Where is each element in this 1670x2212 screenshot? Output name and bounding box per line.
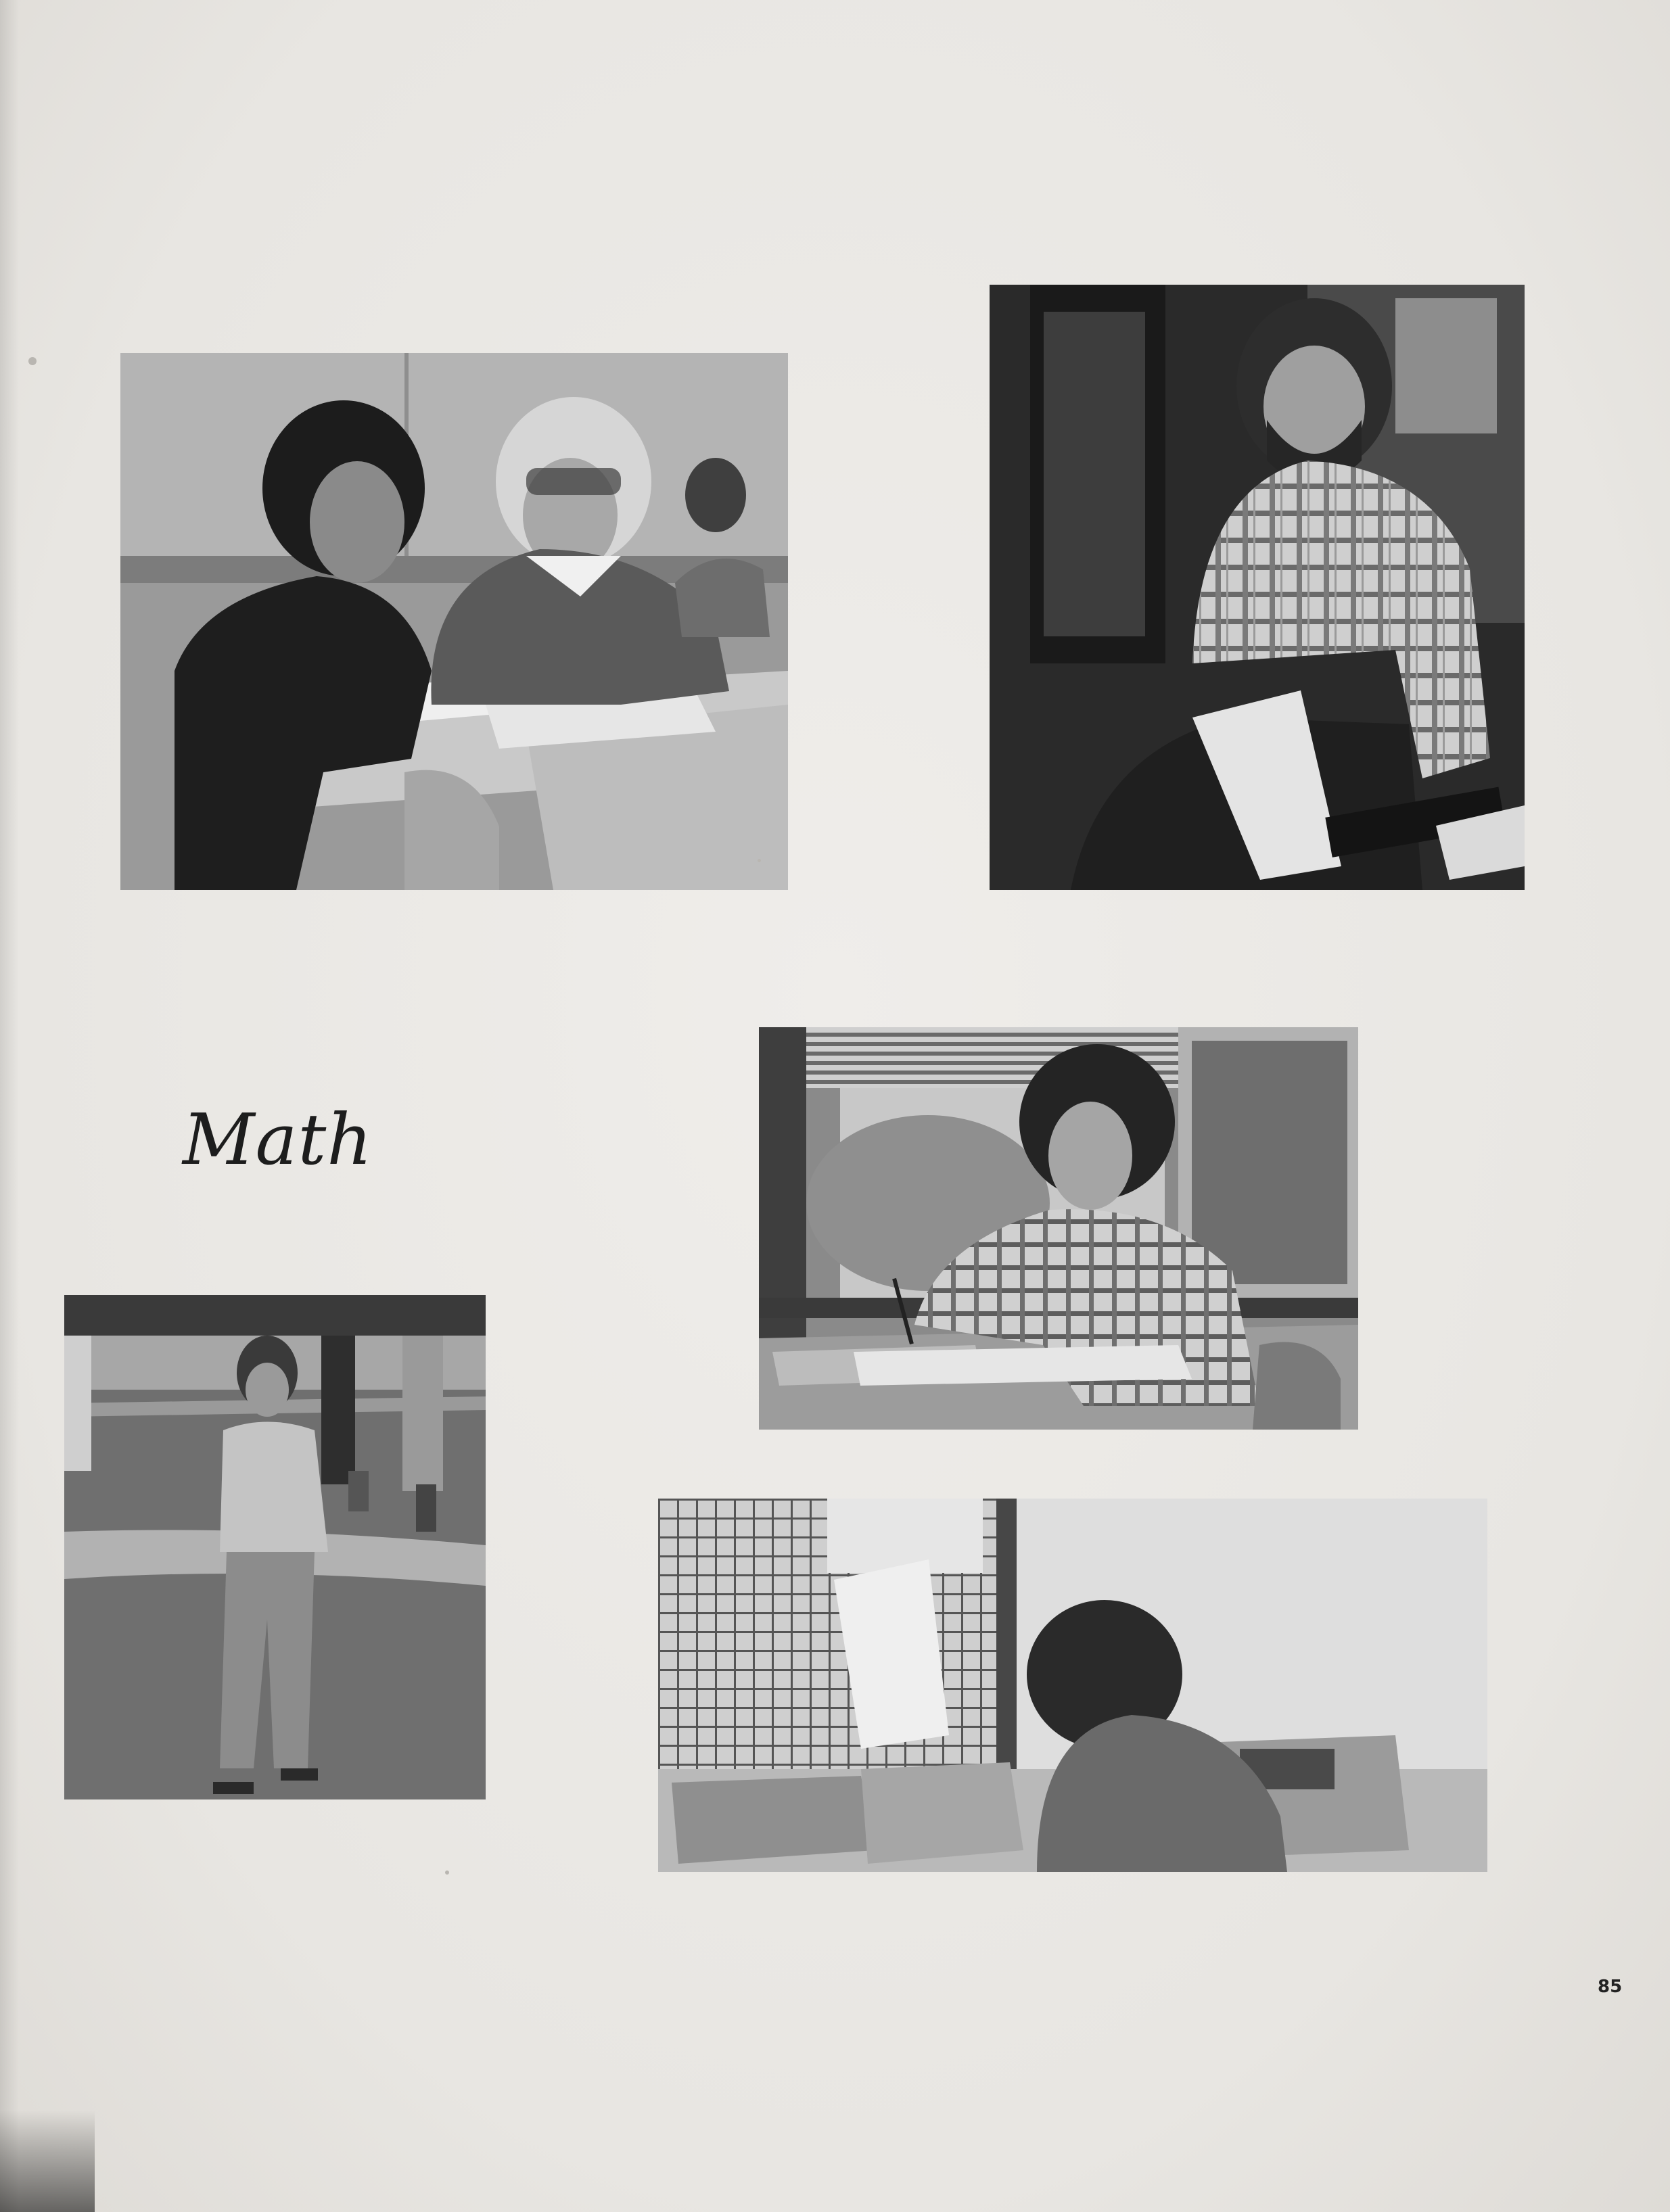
photo-student-at-computer-terminals <box>658 1499 1487 1872</box>
page-number: 85 <box>1598 1977 1623 1997</box>
print-speck <box>28 357 37 365</box>
photo-bearded-teacher-plaid-shirt <box>990 285 1525 890</box>
photo-two-students-at-desk <box>120 353 788 890</box>
print-speck <box>758 859 761 862</box>
section-title: Math <box>183 1098 373 1181</box>
photo-student-writing-by-window <box>759 1027 1358 1430</box>
photo-man-walking-on-lawn <box>64 1295 486 1799</box>
binding-shadow <box>0 2110 95 2212</box>
print-speck <box>445 1870 449 1875</box>
